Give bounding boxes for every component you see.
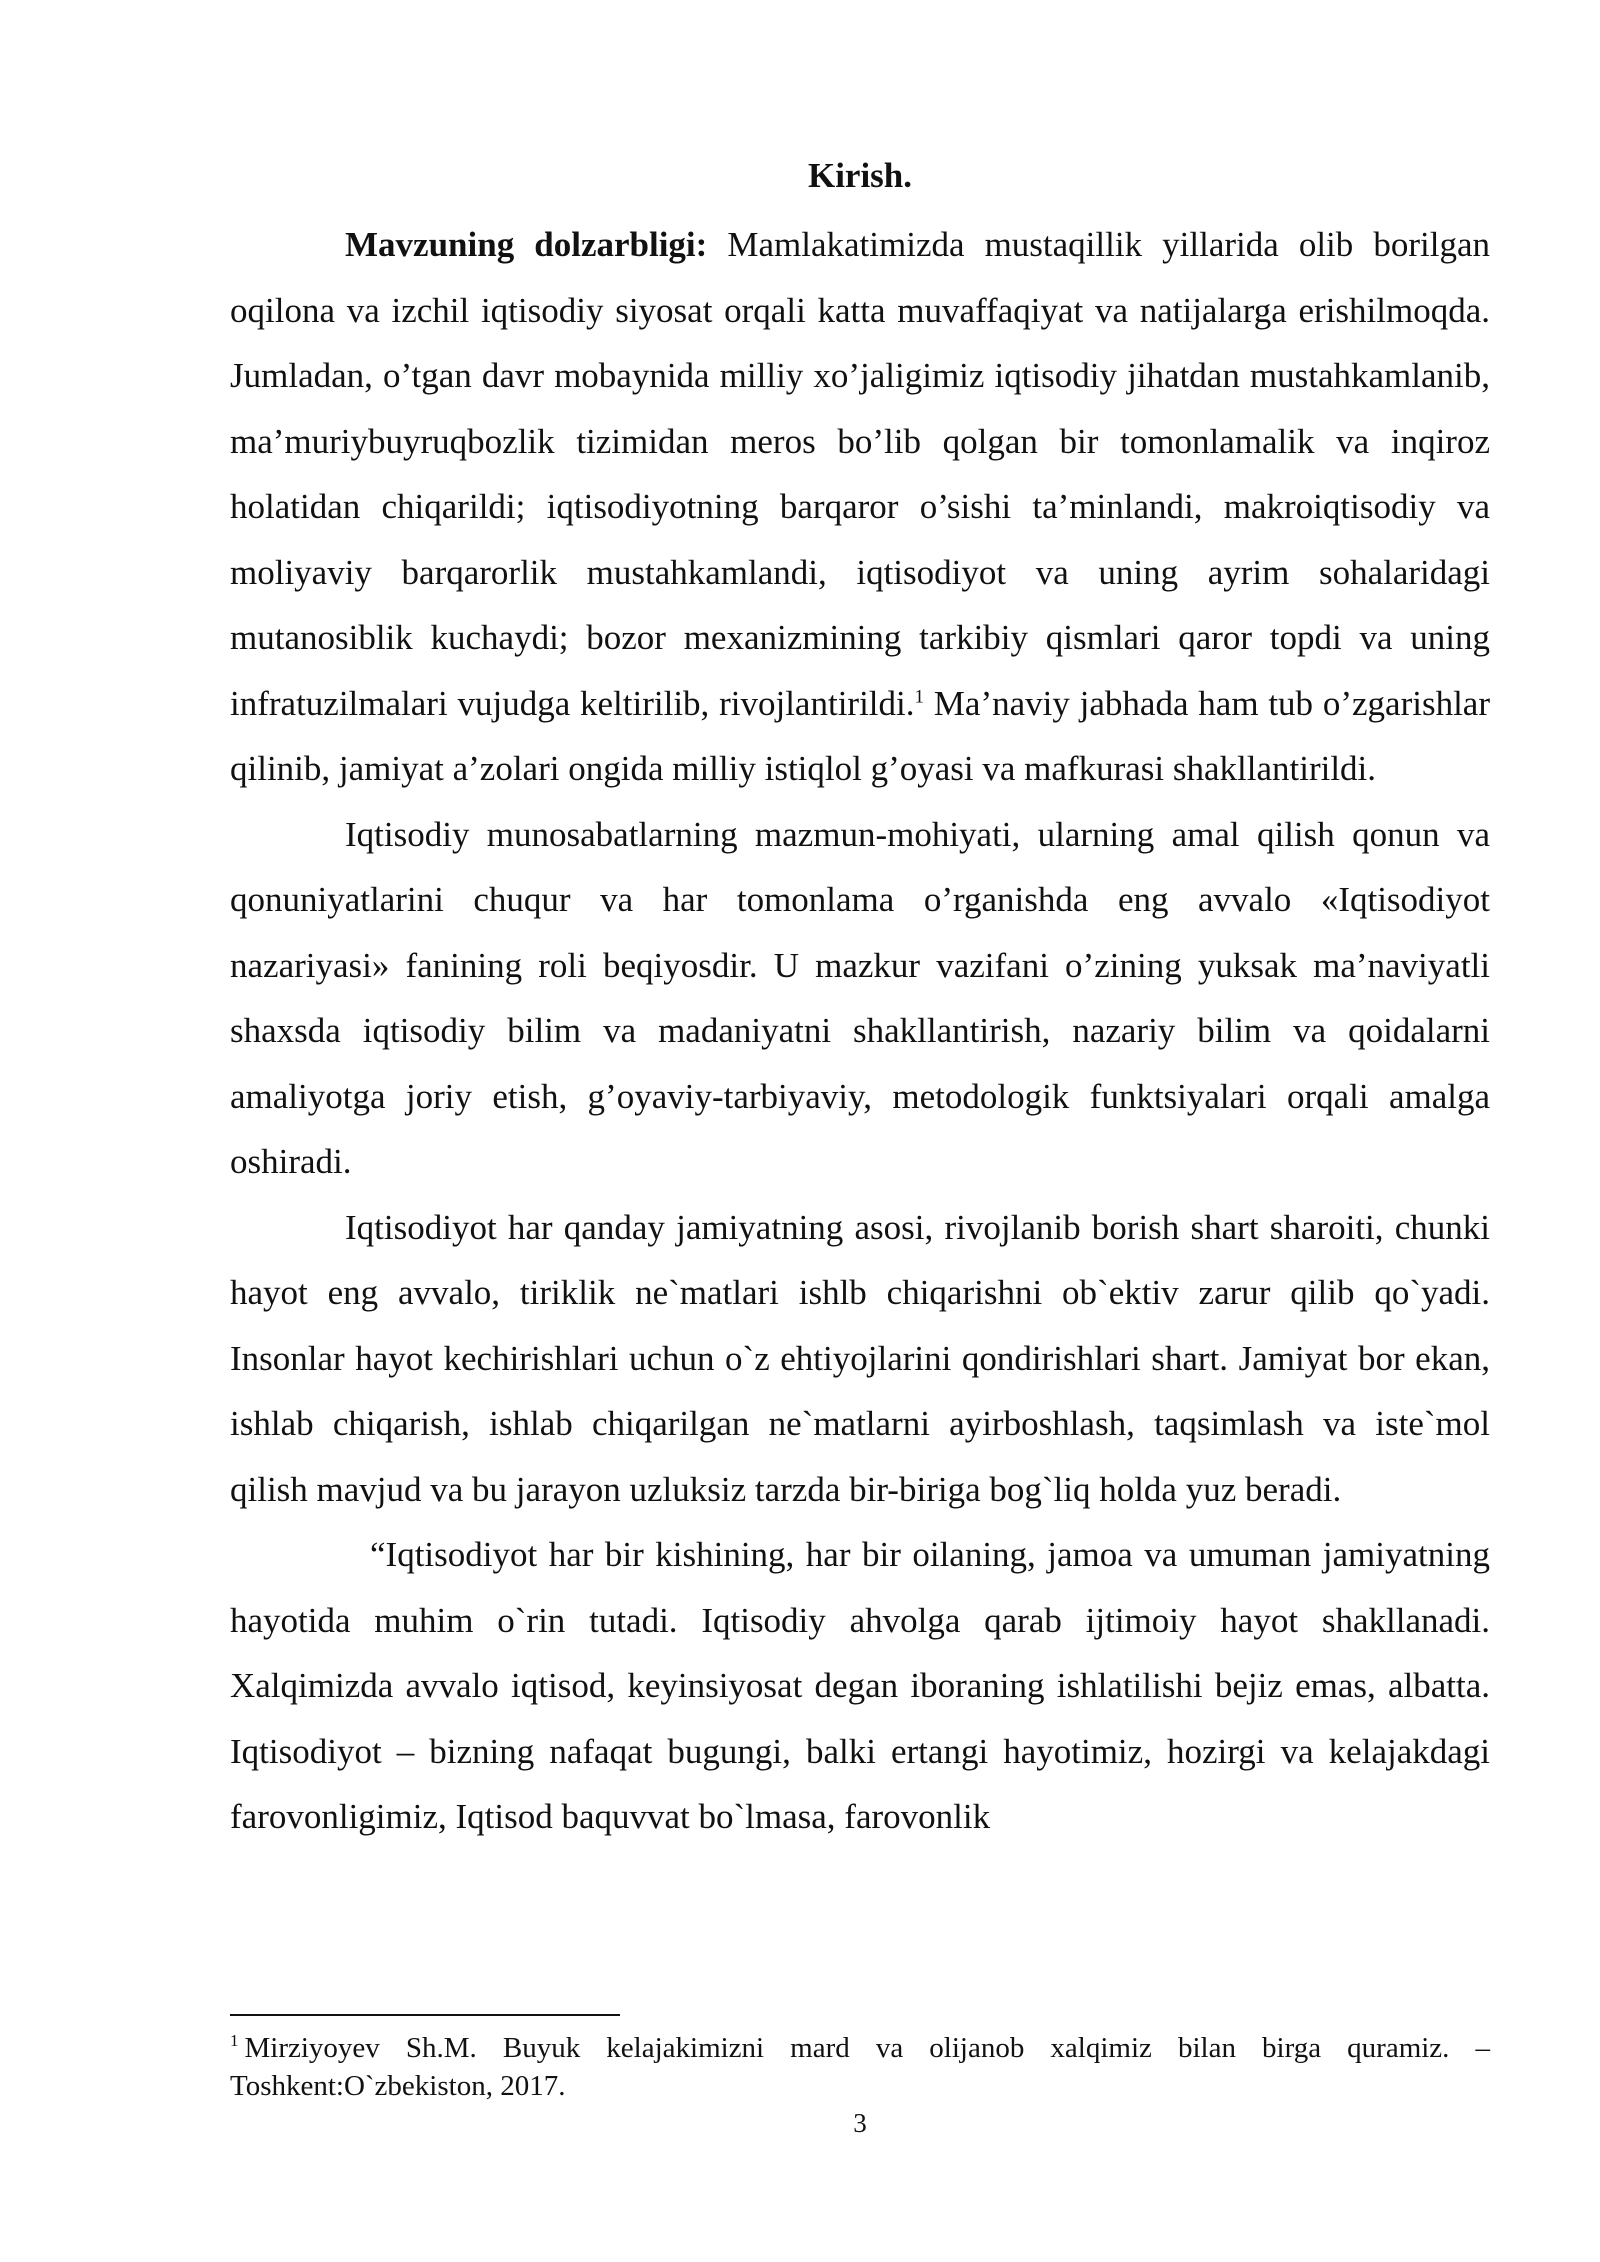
footnote-reference[interactable]: 1 <box>914 685 924 707</box>
page-heading: Kirish. <box>807 156 913 195</box>
page-body <box>230 150 1490 1850</box>
paragraph-relevance <box>230 212 1490 802</box>
paragraph-text-continued: Ma’naviy jabhada ham tub o’zgarishlar qilinib, jamiyat a’zolari ongida milliy istiqlol g’oyasi va mafkurasi shakllantirildi. <box>230 683 1490 788</box>
page-number: 3 <box>853 2108 867 2138</box>
footnote-text: Mirziyoyev Sh.M. Buyuk kelajakimizni mard va olijanob xalqimiz bilan birga quramiz. – Toshkent:O`zbekiston, 2017. <box>230 2032 1490 2102</box>
paragraph-economic-relations: Iqtisodiy munosabatlarning mazmun-mohiyati, ularning amal qilish qonun va qonuniyatlarini chuqur va har tomonlama o’rganishda eng avvalo «Iqtisodiyot nazariyasi» fanining roli beqiyosdir. U mazkur vazifani o’zining yuksak ma’naviyatli shaxsda iqtisodiy bilim va madaniyatni shakllantirish, nazariy bilim va qoidalarni amaliyotga joriy etish, g’oyaviy-tarbiyaviy, metodologik funktsiyalari orqali amalga oshiradi. <box>230 814 1490 1181</box>
paragraph-quote: “Iqtisodiyot har bir kishining, har bir oilaning, jamoa va umuman jamiyatning hayotida muhim o`rin tutadi. Iqtisodiy ahvolga qarab ijtimoiy hayot shakllanadi. Xalqimizda avvalo iqtisod, keyinsiyosat degan iboraning ishlatilishi bejiz emas, albatta. Iqtisodiyot – bizning nafaqat bugungi, balki ertangi hayotimiz, hozirgi va kelajakdagi farovonligimiz, Iqtisod baquvvat bo`lmasa, farovonlik <box>230 1535 1490 1836</box>
footnote-number: 1 <box>230 2031 239 2051</box>
paragraph-economy-basis: Iqtisodiyot har qanday jamiyatning asosi, rivojlanib borish shart sharoiti, chunki hayot eng avvalo, tiriklik ne`matlari ishlb chiqarishni ob`ektiv zarur qilib qo`yadi. Insonlar hayot kechirishlari uchun o`z ehtiyojlarini qondirishlari shart. Jamiyat bor ekan, ishlab chiqarish, ishlab chiqarilgan ne`matlarni ayirboshlash, taqsimlash va iste`mol qilish mavjud va bu jarayon uzluksiz tarzda bir-biriga bog`liq holda yuz beradi. <box>230 1207 1490 1509</box>
footnote-separator <box>230 2014 620 2016</box>
paragraph-text: Mamlakatimizda mustaqillik yillarida olib borilgan oqilona va izchil iqtisodiy siyosat orqali katta muvaffaqiyat va natijalarga erishilmoqda. Jumladan, o’tgan davr mobaynida milliy xo’jaligimiz iqtisodiy jihatdan mustahkamlanib, ma’muriybuyruqbozlik tizimidan meros bo’lib qolgan bir tomonlamalik va inqiroz holatidan chiqarildi; iqtisodiyotning barqaror o’sishi ta’minlandi, makroiqtisodiy va moliyaviy barqarorlik mustahkamlandi, iqtisodiyot va uning ayrim sohalaridagi mutanosiblik kuchaydi; bozor mexanizmining tarkibiy qismlari qaror topdi va uning infratuzilmalari vujudga keltirilib, rivojlantirildi. <box>230 225 1490 723</box>
paragraph-lead: Mavzuning dolzarbligi: <box>345 225 708 264</box>
footnote <box>230 2029 1490 2105</box>
